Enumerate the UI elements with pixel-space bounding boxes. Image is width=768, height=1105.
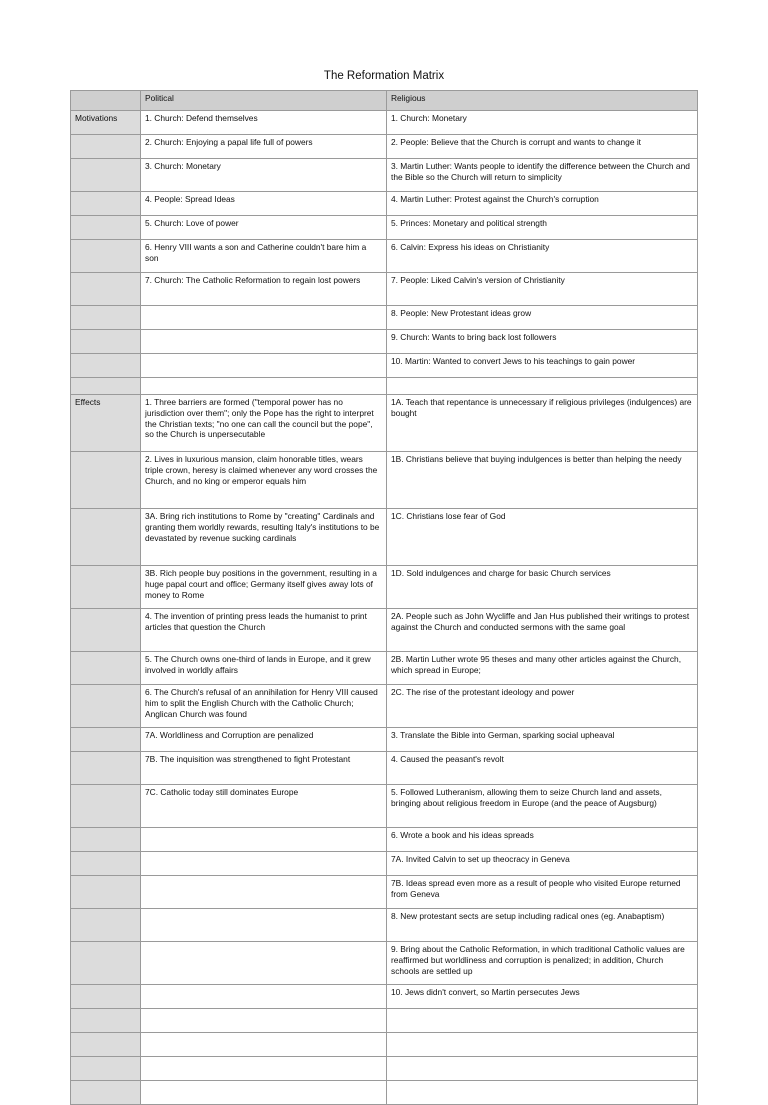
table-row [71,395,698,452]
religious-cell [387,1009,698,1033]
row-label-cell [71,1009,141,1033]
political-cell [141,1081,387,1105]
row-label-cell: Effects [71,395,141,452]
table-row [71,330,698,354]
table-row [71,452,698,509]
political-cell [141,330,387,354]
table-row [71,354,698,378]
religious-cell: 7A. Invited Calvin to set up theocracy in Geneva [387,852,698,876]
row-label-cell [71,828,141,852]
table-row [71,652,698,685]
row-label-cell [71,1033,141,1057]
table-row [71,111,698,135]
religious-cell: 10. Jews didn't convert, so Martin persecutes Jews [387,985,698,1009]
row-label-cell [71,330,141,354]
political-cell: 3A. Bring rich institutions to Rome by "creating" Cardinals and granting them worldly rewards, resulting Italy's institutions to be devastated by revenue sucking cardinals [141,509,387,566]
table-row [71,828,698,852]
political-cell [141,306,387,330]
table-row [71,1033,698,1057]
political-cell: 6. The Church's refusal of an annihilation for Henry VIII caused him to split the English Church with the Catholic Church; Anglican Church was found [141,685,387,728]
row-label-cell [71,685,141,728]
row-label-cell [71,452,141,509]
row-label-cell [71,1081,141,1105]
table-row [71,306,698,330]
religious-cell: 9. Bring about the Catholic Reformation, in which traditional Catholic values are reaffirmed but worldliness and corruption is penalized; in addition, Church schools are settled up [387,942,698,985]
row-label-cell [71,909,141,942]
political-cell: 1. Three barriers are formed ("temporal power has no jurisdiction over them"; only the Pope has the right to interpret the Christian texts; "no one can call the council but the pope", so the Church is unpersecutable [141,395,387,452]
row-label-cell [71,985,141,1009]
political-cell: 2. Church: Enjoying a papal life full of powers [141,135,387,159]
table-row [71,785,698,828]
table-row [71,752,698,785]
religious-cell: 7. People: Liked Calvin's version of Christianity [387,273,698,306]
table-row [71,985,698,1009]
table-row [71,909,698,942]
table-row [71,378,698,395]
political-cell [141,828,387,852]
political-cell: 2. Lives in luxurious mansion, claim honorable titles, wears triple crown, heresy is claimed whenever any word crosses the Church, and no king or emperor equals him [141,452,387,509]
political-cell [141,852,387,876]
religious-cell: 1. Church: Monetary [387,111,698,135]
religious-cell: 1D. Sold indulgences and charge for basic Church services [387,566,698,609]
religious-cell: 2. People: Believe that the Church is corrupt and wants to change it [387,135,698,159]
religious-cell: 1A. Teach that repentance is unnecessary if religious privileges (indulgences) are bought [387,395,698,452]
header-row [71,91,698,111]
row-label-cell [71,652,141,685]
religious-cell: 5. Followed Lutheranism, allowing them to seize Church land and assets, bringing about religious freedom in Europe (and the peace of Augsburg) [387,785,698,828]
political-cell: 1. Church: Defend themselves [141,111,387,135]
row-label-cell [71,135,141,159]
row-label-cell [71,354,141,378]
religious-cell [387,378,698,395]
religious-cell: 4. Caused the peasant's revolt [387,752,698,785]
row-label-cell [71,273,141,306]
table-row [71,1009,698,1033]
table-row [71,609,698,652]
political-cell [141,876,387,909]
header-political: Political [141,91,387,111]
political-cell: 7C. Catholic today still dominates Europe [141,785,387,828]
table-row [71,273,698,306]
table-row [71,728,698,752]
political-cell [141,1009,387,1033]
row-label-cell: Motivations [71,111,141,135]
table-row [71,509,698,566]
header-corner-cell [71,91,141,111]
table-row [71,192,698,216]
political-cell: 7B. The inquisition was strengthened to fight Protestant [141,752,387,785]
table-row [71,566,698,609]
table-row [71,942,698,985]
row-label-cell [71,240,141,273]
religious-cell: 7B. Ideas spread even more as a result of people who visited Europe returned from Geneva [387,876,698,909]
table-row [71,216,698,240]
religious-cell: 8. New protestant sects are setup including radical ones (eg. Anabaptism) [387,909,698,942]
row-label-cell [71,566,141,609]
political-cell [141,1033,387,1057]
row-label-cell [71,159,141,192]
religious-cell: 1B. Christians believe that buying indulgences is better than helping the needy [387,452,698,509]
table-row [71,876,698,909]
religious-cell: 2A. People such as John Wycliffe and Jan Hus published their writings to protest against the Church and conducted sermons with the same goal [387,609,698,652]
table-row [71,240,698,273]
table-row [71,1057,698,1081]
political-cell: 5. The Church owns one-third of lands in Europe, and it grew involved in worldly affairs [141,652,387,685]
political-cell: 7A. Worldliness and Corruption are penalized [141,728,387,752]
row-label-cell [71,1057,141,1081]
political-cell: 5. Church: Love of power [141,216,387,240]
reformation-matrix-table [70,90,698,1105]
header-religious: Religious [387,91,698,111]
political-cell: 6. Henry VIII wants a son and Catherine couldn't bare him a son [141,240,387,273]
row-label-cell [71,306,141,330]
political-cell: 4. People: Spread Ideas [141,192,387,216]
table-row [71,1081,698,1105]
row-label-cell [71,378,141,395]
political-cell [141,942,387,985]
religious-cell: 10. Martin: Wanted to convert Jews to his teachings to gain power [387,354,698,378]
religious-cell: 6. Wrote a book and his ideas spreads [387,828,698,852]
row-label-cell [71,609,141,652]
row-label-cell [71,752,141,785]
religious-cell [387,1081,698,1105]
row-label-cell [71,192,141,216]
religious-cell [387,1057,698,1081]
political-cell [141,1057,387,1081]
political-cell: 3B. Rich people buy positions in the government, resulting in a huge papal court and office; Germany itself gives away lots of money to Rome [141,566,387,609]
political-cell [141,909,387,942]
document-title: The Reformation Matrix [323,70,445,82]
religious-cell: 6. Calvin: Express his ideas on Christianity [387,240,698,273]
row-label-cell [71,852,141,876]
row-label-cell [71,942,141,985]
political-cell: 3. Church: Monetary [141,159,387,192]
row-label-cell [71,216,141,240]
political-cell: 4. The invention of printing press leads the humanist to print articles that question the Church [141,609,387,652]
religious-cell: 1C. Christians lose fear of God [387,509,698,566]
table-row [71,135,698,159]
table-row [71,852,698,876]
table-row [71,685,698,728]
political-cell: 7. Church: The Catholic Reformation to regain lost powers [141,273,387,306]
row-label-cell [71,728,141,752]
religious-cell: 8. People: New Protestant ideas grow [387,306,698,330]
religious-cell: 3. Translate the Bible into German, sparking social upheaval [387,728,698,752]
religious-cell: 3. Martin Luther: Wants people to identify the difference between the Church and the Bible so the Church will return to simplicity [387,159,698,192]
row-label-cell [71,876,141,909]
religious-cell [387,1033,698,1057]
row-label-cell [71,785,141,828]
row-label-cell [71,509,141,566]
religious-cell: 2C. The rise of the protestant ideology and power [387,685,698,728]
religious-cell: 5. Princes: Monetary and political strength [387,216,698,240]
table-row [71,159,698,192]
religious-cell: 4. Martin Luther: Protest against the Church's corruption [387,192,698,216]
political-cell [141,378,387,395]
political-cell [141,985,387,1009]
religious-cell: 9. Church: Wants to bring back lost followers [387,330,698,354]
religious-cell: 2B. Martin Luther wrote 95 theses and many other articles against the Church, which spread in Europe; [387,652,698,685]
political-cell [141,354,387,378]
